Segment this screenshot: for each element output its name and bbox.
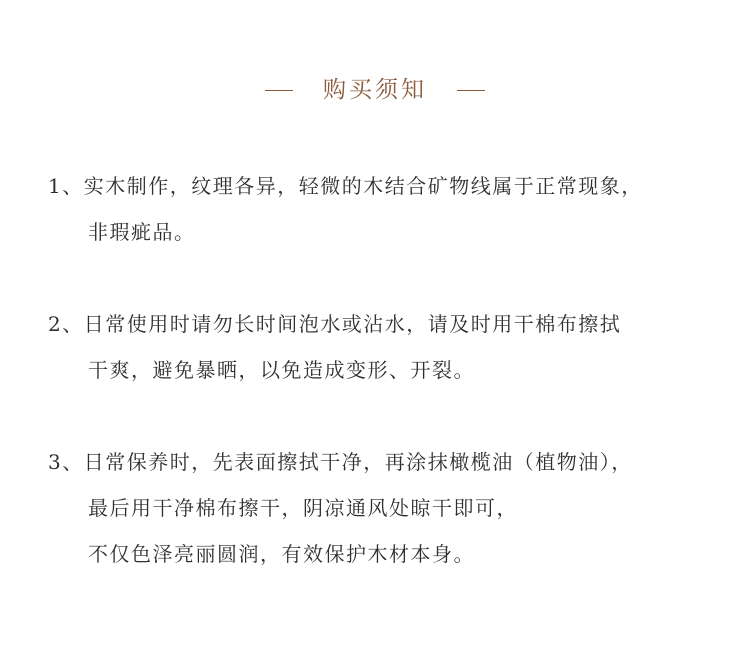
notice-item-3 [48, 448, 728, 568]
notice-line [48, 172, 728, 200]
notice-line [48, 310, 728, 338]
item-text: 日常使用时请勿长时间泡水或沾水，请及时用干棉布擦拭 [83, 312, 622, 336]
notice-line: 不仅色泽亮丽圆润，有效保护木材本身。 [88, 542, 475, 566]
notice-item-2 [48, 310, 728, 384]
notice-line: 最后用干净棉布擦干，阴凉通风处晾干即可， [88, 496, 518, 520]
item-text: 日常保养时，先表面擦拭干净，再涂抹橄榄油（植物油）， [83, 450, 633, 474]
section-heading [0, 70, 750, 110]
notice-line: 非瑕疵品。 [88, 220, 196, 244]
item-number: 1、 [48, 174, 84, 198]
notice-line [48, 448, 728, 476]
item-number: 2、 [48, 312, 84, 336]
heading-dash-right [457, 90, 485, 91]
notice-line: 干爽，避免暴晒，以免造成变形、开裂。 [88, 358, 475, 382]
item-number: 3、 [48, 450, 84, 474]
item-text: 实木制作，纹理各异，轻微的木结合矿物线属于正常现象， [83, 174, 643, 198]
page-title: 购买须知 [323, 77, 427, 103]
notice-item-1 [48, 172, 728, 246]
heading-dash-left [265, 90, 293, 91]
